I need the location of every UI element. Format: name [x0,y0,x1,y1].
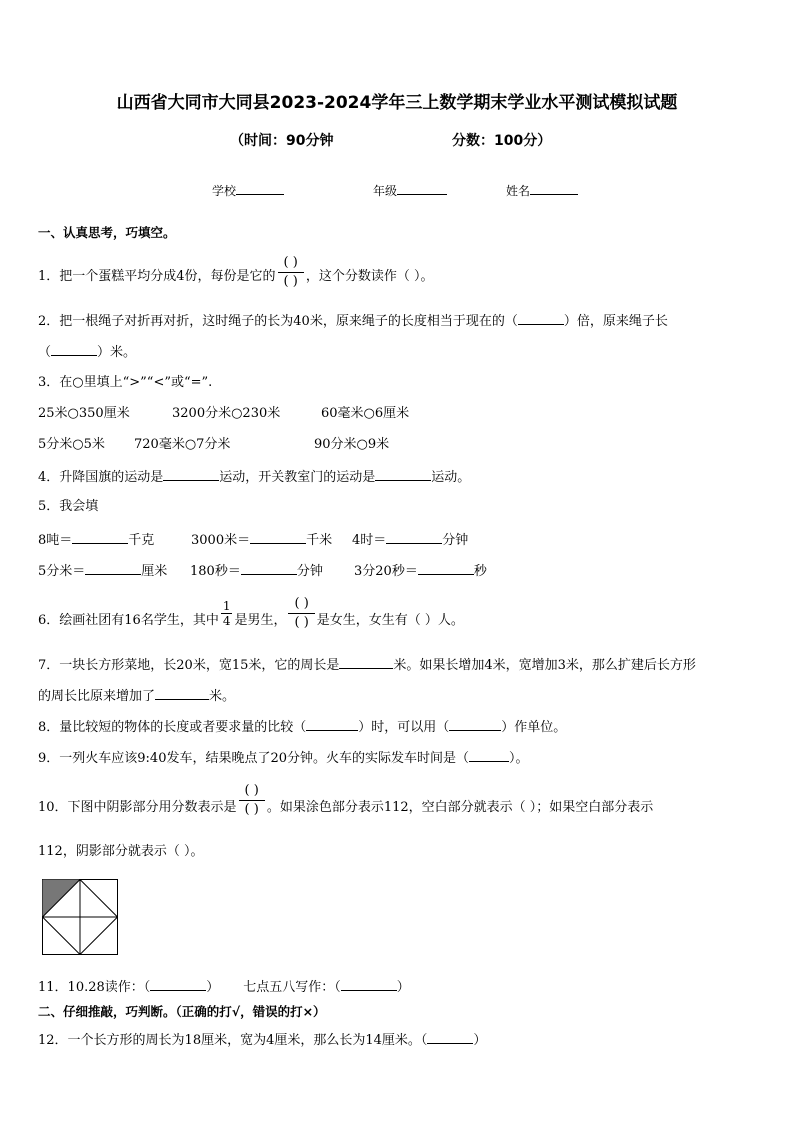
exam-time: （时间：90分钟 [230,133,334,149]
exam-score: 分数：100分） [452,133,552,149]
section-2-heading: 二、仔细推敲，巧判断。（正确的打√，错误的打×） [38,1004,326,1019]
question-10: 10．下图中阴影部分用分数表示是 $\frac{( )}{( )}$ 。如果涂色部分表示112，空白部分就表示（ ）；如果空白部分表示 [38,783,654,817]
fraction-blank: $\frac{( )}{( )}$ [278,254,304,291]
exam-title: 山西省大同市大同县2023-2024学年三上数学期末学业水平测试模拟试题 [116,93,678,113]
question-4: 4．升降国旗的运动是 运动，开关教室门的运动是 运动。 [38,470,471,485]
question-2-cont: （ ）米。 [38,345,137,360]
question-2: 2．把一根绳子对折再对折，这时绳子的长为40米，原来绳子的长度相当于现在的（ ）倍，原来绳子长 [38,314,668,329]
question-6: 6．绘画社团有16名学生，其中 $\frac{1}{4}$ 是男生， $\frac{( )}{( )}$ 是女生，女生有（ ）人。 [38,596,464,630]
question-9: 9．一列火车应该9:40发车，结果晚点了20分钟。火车的实际发车时间是（ ）。 [38,751,529,766]
question-7-cont: 的周长比原来增加了 米。 [38,689,236,704]
question-5: 5．我会填 [38,499,99,514]
fraction-blank: $\frac{( )}{( )}$ [288,595,314,632]
name-field: 姓名 [506,182,530,199]
question-11: 11．10.28读作：（ ） 七点五八写作：（ ） [38,980,410,995]
section-1-heading: 一、认真思考，巧填空。 [38,225,176,240]
question-3: 3．在○里填上“>”“<”或“=”. [38,375,213,390]
fraction-blank: $\frac{( )}{( )}$ [239,782,265,819]
question-7: 7．一块长方形菜地，长20米，宽15米，它的周长是 米。如果长增加4米，宽增加3米，那么扩建后长方形 [38,658,696,673]
grade-field: 年级 [373,182,397,199]
question-10-cont: 112，阴影部分就表示（ ）。 [38,844,204,859]
question-1: 1．把一个蛋糕平均分成4份，每份是它的 $\frac{( )}{( )}$ ，这个分数读作（ ）。 [38,255,434,289]
fraction-one-quarter: $\frac{1}{4}$ [222,599,231,628]
question-8: 8．量比较短的物体的长度或者要求量的比较（ ）时，可以用（ ）作单位。 [38,720,567,735]
shaded-square-figure [42,879,118,955]
school-field: 学校 [212,182,236,199]
question-12: 12．一个长方形的周长为18厘米，宽为4厘米，那么长为14厘米。（ ） [38,1033,487,1048]
